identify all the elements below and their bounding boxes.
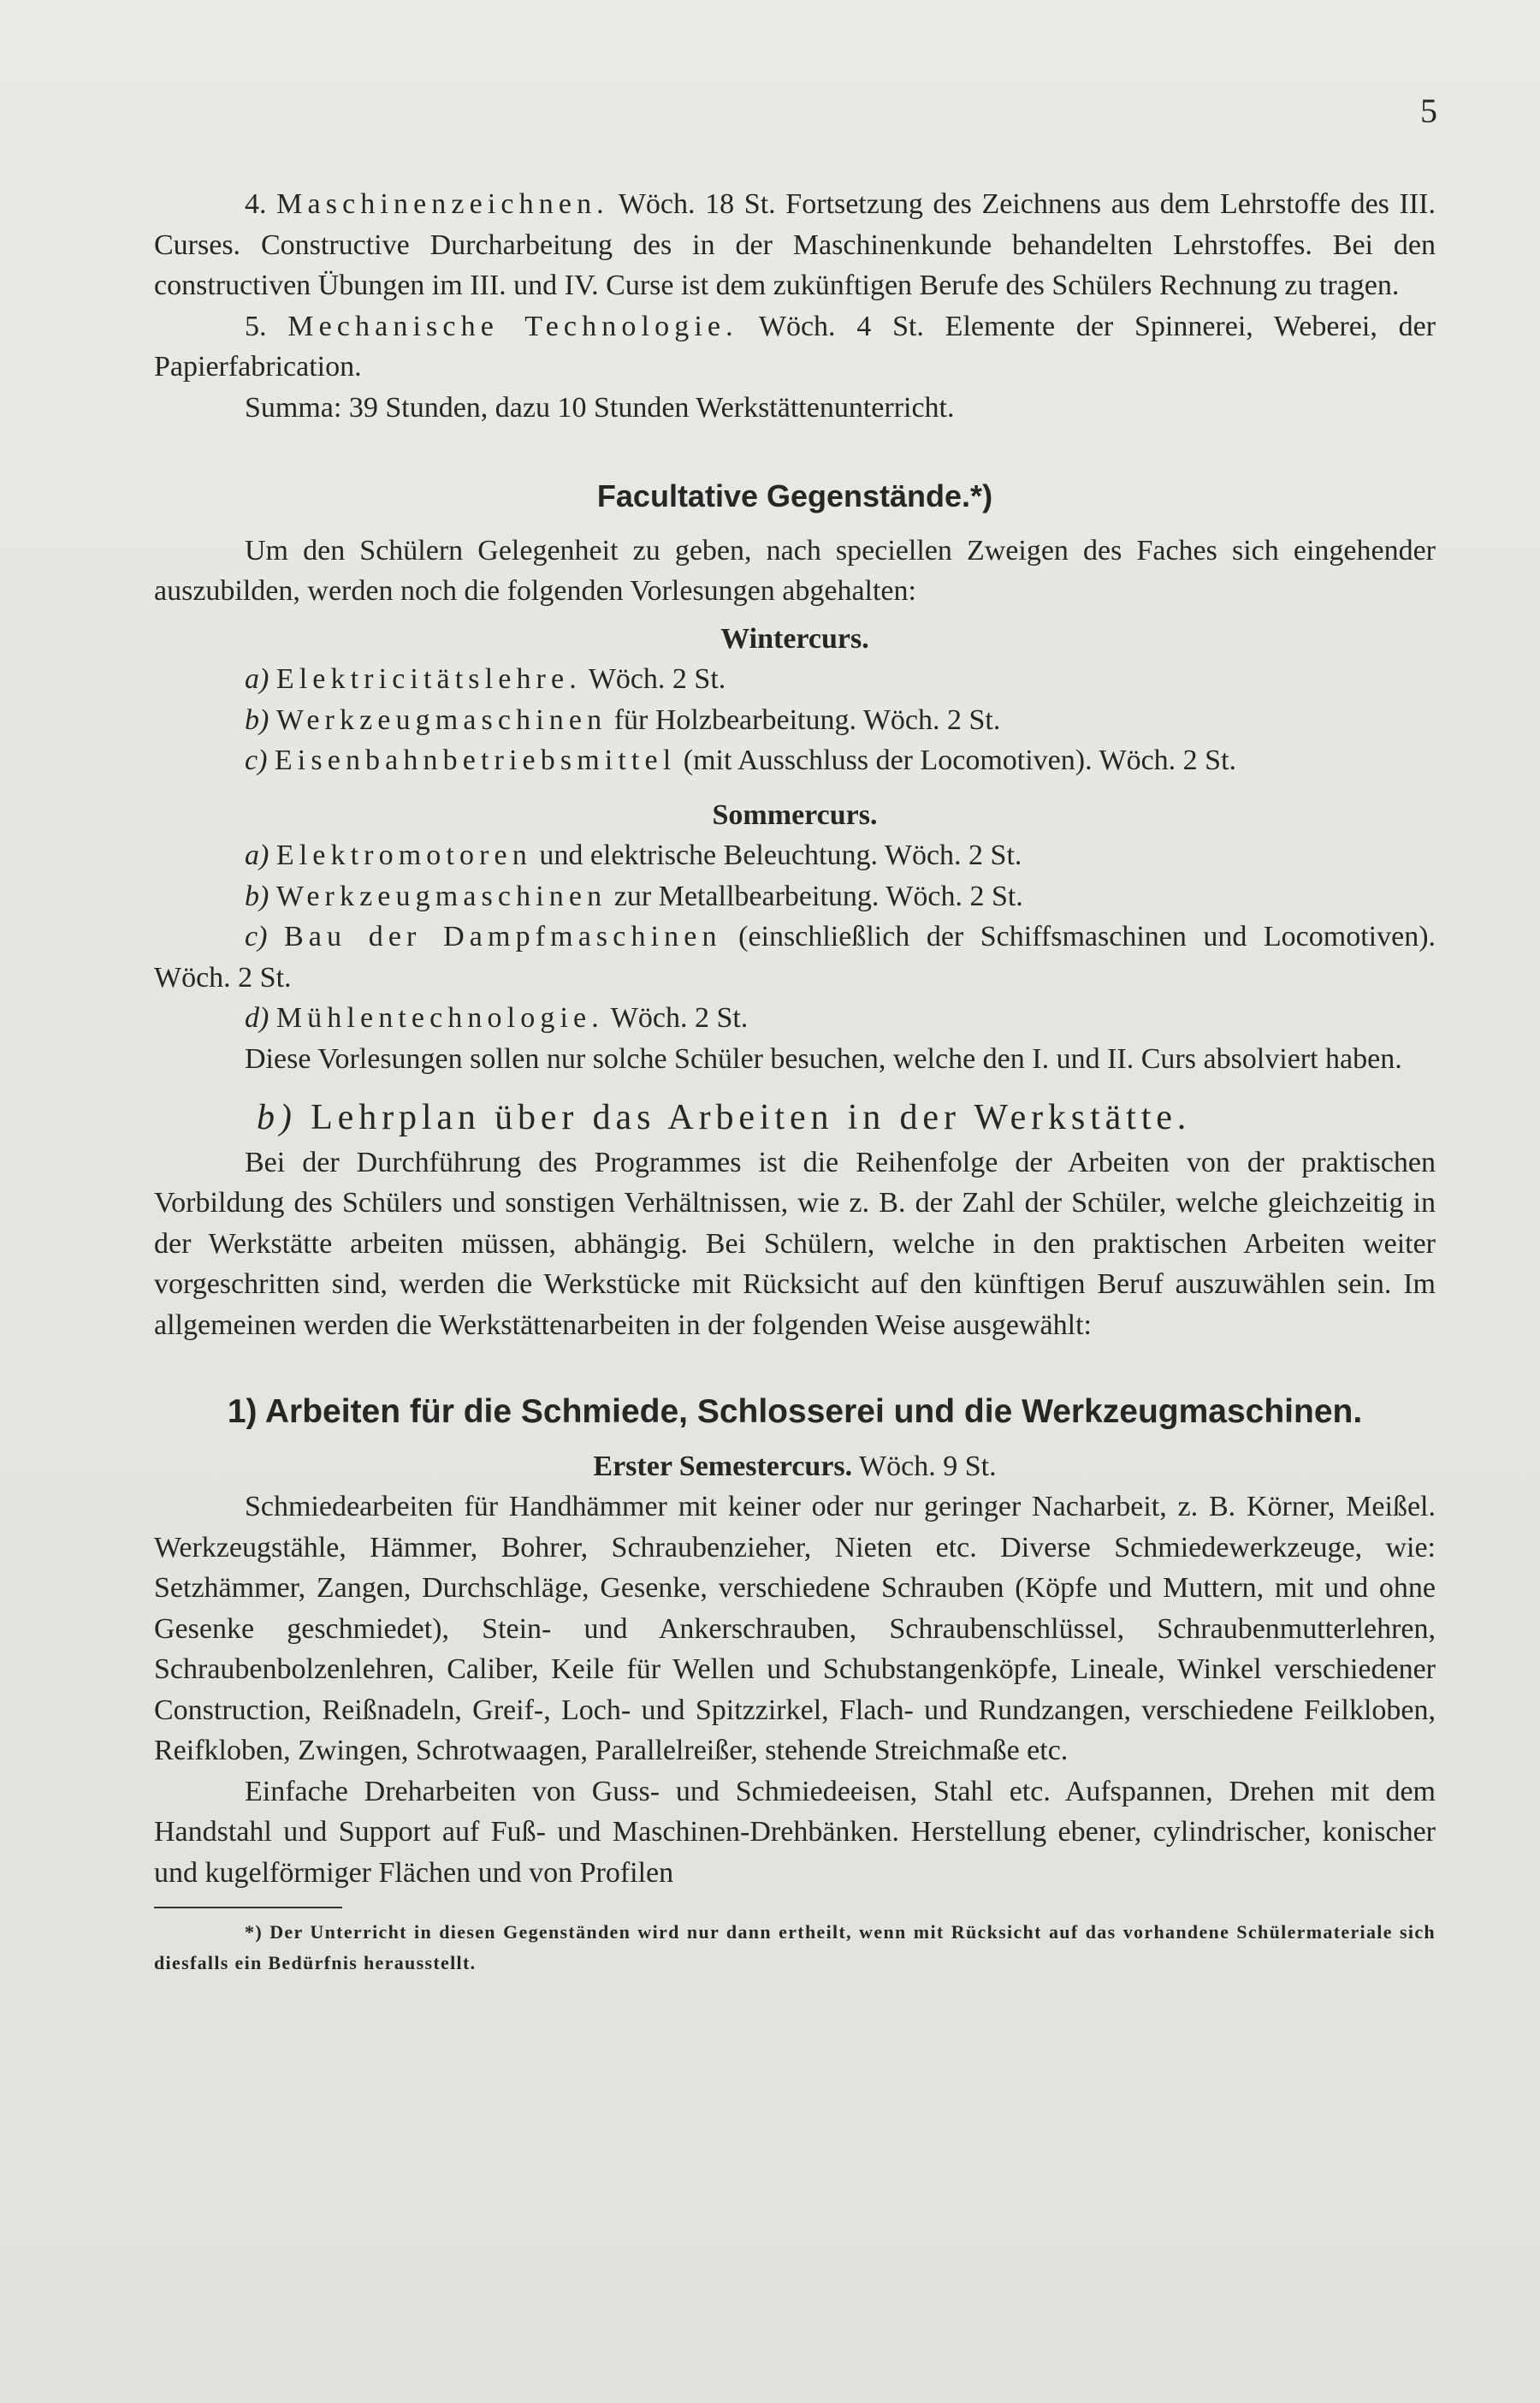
lehrplan-heading: b) Lehrplan über das Arbeiten in der Werkstätte. (257, 1098, 1192, 1137)
semester-heading: Erster Semestercurs. Wöch. 9 St. (593, 1450, 997, 1482)
schmiede-paragraph: Schmiedearbeiten für Handhämmer mit keiner oder nur geringer Nacharbeit, z. B. Körner, Meißel. Werkzeugstähle, Hämmer, Bohrer, Schraubenzieher, Nieten etc. Diverse Schmiedewerkzeuge, wie: Setzhämmer, Zangen, Durchschläge, Gesenke, verschiedene Schrauben (Köpfe und Muttern, mit und ohne Gesenke geschmiedet), Stein- und Ankerschrauben, Schraubenschlüssel, Schraubenmutterlehren, Schraubenbolzenlehren, Caliber, Keile für Wellen und Schubstangenköpfe, Lineale, Winkel verschiedener Construction, Reißnadeln, Greif-, Loch- und Spitzzirkel, Flach- und Rundzangen, verschiedene Feilkloben, Reifkloben, Zwingen, Schrotwaagen, Parallelreißer, stehende Streichmaße etc. (154, 1491, 1436, 1766)
sommer-item-a: a) Elektromotoren und elektrische Beleuchtung. Wöch. 2 St. (245, 840, 1022, 871)
sommer-heading: Sommercurs. (712, 798, 878, 831)
item-4-paragraph: 4. Maschinenzeichnen. Wöch. 18 St. Fortsetzung des Zeichnens aus dem Lehrstoffe des III. Curses. Constructive Durcharbeitung des in der Maschinenkunde behandelten Lehrstoffes. Bei den constructiven Übungen im III. und IV. Curse ist dem zukünftigen Berufe des Schülers Rechnung zu tragen. (154, 188, 1436, 301)
lehrplan-text: Bei der Durchführung des Programmes ist die Reihenfolge der Arbeiten von der praktischen Vorbildung des Schülers und sonstigen Verhältnissen, wie z. B. der Zahl der Schüler, welche gleichzeitig in der Werkstätte arbeiten müssen, abhängig. Bei Schülern, welche in den praktischen Arbeiten weiter vorgeschritten sind, werden die Werkstücke mit Rücksicht auf den künftigen Beruf auszuwählen sein. Im allgemeinen werden die Werkstättenarbeiten in der folgenden Weise ausgewählt: (154, 1146, 1436, 1341)
winter-item-c: c) Eisenbahnbetriebsmittel (mit Ausschluss der Locomotiven). Wöch. 2 St. (245, 745, 1237, 776)
item-5-paragraph: 5. Mechanische Technologie. Wöch. 4 St. Elemente der Spinnerei, Weberei, der Papierfabrication. (154, 310, 1436, 383)
winter-item-a: a) Elektricitätslehre. Wöch. 2 St. (245, 663, 726, 695)
page-number: 5 (1420, 92, 1437, 130)
facultative-heading: Facultative Gegenstände.*) (596, 478, 993, 513)
arbeiten-heading: 1) Arbeiten für die Schmiede, Schlosserei und die Werkzeugmaschinen. (227, 1393, 1363, 1430)
facultative-note: Diese Vorlesungen sollen nur solche Schüler besuchen, welche den I. und II. Curs absolviert haben. (245, 1042, 1402, 1075)
footnote: *) Der Unterricht in diesen Gegenständen wird nur dann ertheilt, wenn mit Rücksicht auf das vorhandene Schülermateriale sich diesfalls ein Bedürfnis herausstellt. (154, 1921, 1436, 1973)
sommer-item-d: d) Mühlentechnologie. Wöch. 2 St. (245, 1002, 749, 1034)
page-body (154, 184, 1436, 1979)
item-5-term: Mechanische Technologie. (287, 310, 738, 342)
footnote-rule (154, 1907, 342, 1908)
sommer-item-b: b) Werkzeugmaschinen zur Metallbearbeitung. Wöch. 2 St. (245, 880, 1023, 912)
facultative-intro: Um den Schülern Gelegenheit zu geben, nach speciellen Zweigen des Faches sich eingehender auszubilden, werden noch die folgenden Vorlesungen abgehalten: (154, 534, 1436, 607)
winter-item-b: b) Werkzeugmaschinen für Holzbearbeitung. Wöch. 2 St. (245, 703, 1001, 736)
winter-heading: Wintercurs. (720, 622, 869, 655)
summa-line: Summa: 39 Stunden, dazu 10 Stunden Werkstättenunterricht. (245, 391, 955, 424)
sommer-item-c: c) Bau der Dampfmaschinen (einschließlich der Schiffsmaschinen und Locomotiven). Wöch. 2 St. (154, 921, 1436, 994)
dreh-paragraph: Einfache Dreharbeiten von Guss- und Schmiedeeisen, Stahl etc. Aufspannen, Drehen mit dem Handstahl und Support auf Fuß- und Maschinen-Drehbänken. Herstellung ebener, cylindrischer, konischer und kugelförmiger Flächen und von Profilen (154, 1775, 1436, 1889)
item-4-term: Maschinenzeichnen. (276, 188, 609, 220)
